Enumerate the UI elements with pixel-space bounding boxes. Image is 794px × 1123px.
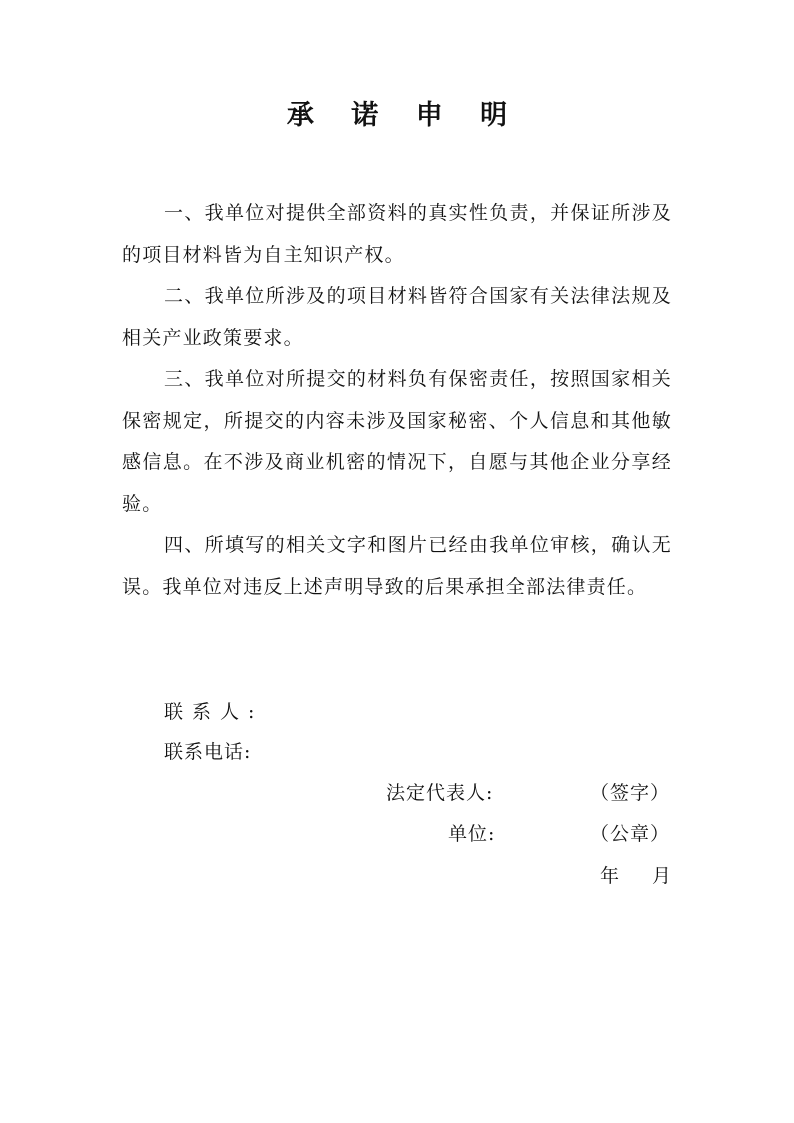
legal-rep-label: 法定代表人: (386, 782, 494, 804)
document-title: 承 诺 申 明 (286, 100, 522, 131)
declaration-paragraph-2: 二、我单位所涉及的项目材料皆符合国家有关法律法规及相关产业政策要求。 (122, 285, 672, 349)
month-label: 月 (652, 865, 673, 887)
declaration-paragraph-1: 一、我单位对提供全部资料的真实性负责，并保证所涉及的项目材料皆为自主知识产权。 (122, 202, 672, 266)
contact-phone-label: 联系电话: (164, 741, 252, 763)
contact-person-label: 联系人: (164, 701, 264, 723)
seal-note: （公章） (590, 823, 671, 845)
declaration-paragraph-3: 三、我单位对所提交的材料负有保密责任，按照国家相关保密规定，所提交的内容未涉及国家秘密、个人信息和其他敏感信息。在不涉及商业机密的情况下，自愿与其他企业分享经验。 (122, 368, 672, 515)
sign-note: （签字） (590, 782, 671, 804)
declaration-body (122, 193, 672, 608)
declaration-paragraph-4: 四、所填写的相关文字和图片已经由我单位审核，确认无误。我单位对违反上述声明导致的后果承担全部法律责任。 (122, 534, 672, 598)
unit-label: 单位: (448, 823, 496, 845)
contact-phone-line (164, 738, 251, 766)
contact-person-line (164, 698, 263, 726)
year-label: 年 (600, 865, 621, 887)
